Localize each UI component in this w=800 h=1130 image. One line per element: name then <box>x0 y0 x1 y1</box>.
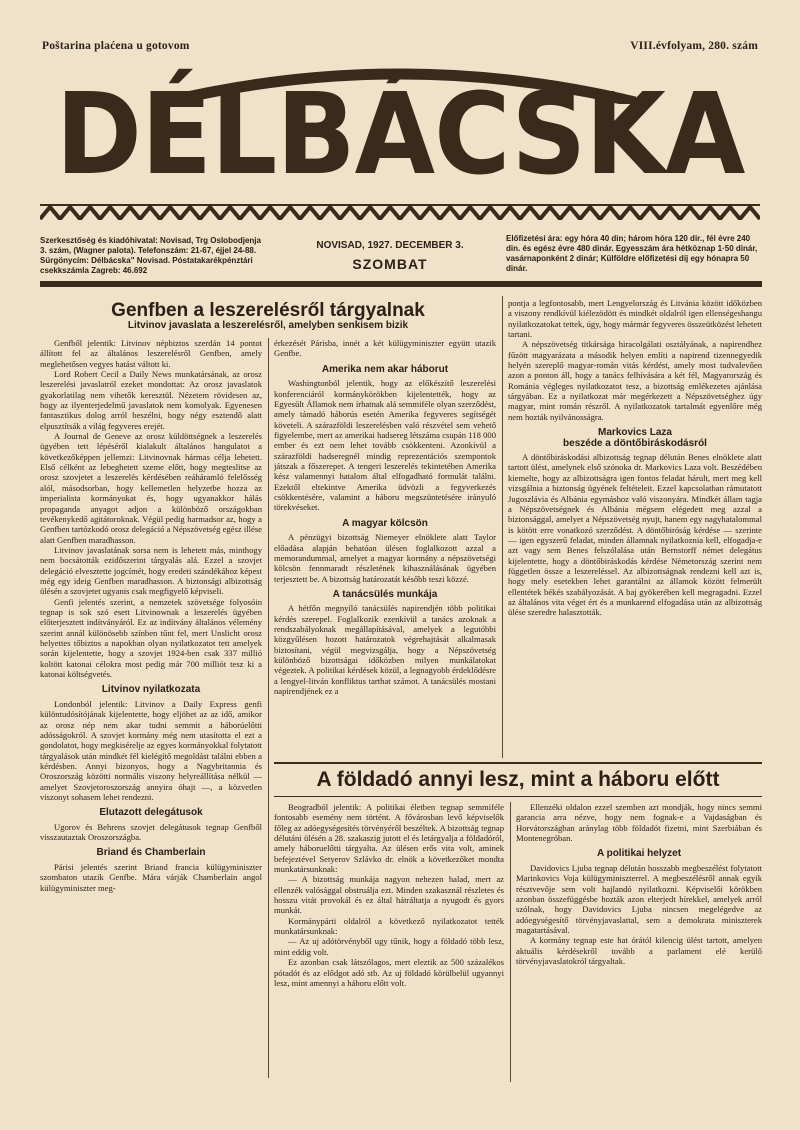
subheading-briand: Briand és Chamberlain <box>96 847 206 859</box>
newspaper-title: DÉLBÁCSKA <box>55 68 745 200</box>
subheading-america: Amerika nem akar háborut <box>321 363 449 375</box>
paragraph: A népszövetség titkársága hiracolgálati osztályának, a napirendhez fűzött magyarázata a második helyen említi a napirend tizennegyedik helyén szereplő magyar-román vitás kérdést, amely most tudvalevően azon a ponton áll, hogy a tanács felhívására a két fél, Magyarország és Románia végleges nyilatkozatot tesz, a bizottság emlékezetes ajánlása tárgyában. Ez a nyilatkozat már megérkezett a Népszövetséghez úgy magyar, mint román részről. A nyilatkozatok tartalmát egyenlőre még nem hozták nyilvánosságra. <box>508 339 762 422</box>
paragraph: Litvinov javaslatának sorsa nem is lehetett más, minthogy nem bocsátották ezidőszerint tárgyalás alá. Ezzel a szovjet delegáció elvesztette jogcímét, hogy eredeti szándékához képest még egy ideig Genfben maradhasson. A biztonsági albizottság ülésén a szovjetet ugyanis csak megfigyelő képviseli. <box>40 544 262 597</box>
article1-subtitle: Litvinov javaslata a leszerelésről, amelyben senkisem bizik <box>127 320 409 331</box>
paragraph: Lord Robert Cecil a Daily News munkatársának, az orosz leszerelési javaslatról ezeket mondottat: Az orosz javaslatok gyakorlatilag nem vihetők keresztül. Nézetem rövidesen az, hogy az ilyenterjedelmű javaslatok nem komolyak. Egyenesen fantasztikus dolog arról beszélni, hogy négy esztendő alatt elpusztítsák a világ fegyveres erejét. <box>40 369 262 431</box>
paragraph: A kormány tegnap este hat órától kilencig ülést tartott, amelyen aktuális kérdésekről tovább a parlament elé kerülő törvényjavaslatokról tárgyaltak. <box>516 935 762 966</box>
masthead <box>40 64 760 234</box>
volume-number: VIII.évfolyam, 280. szám <box>630 40 758 52</box>
subheading-litvinov: Litvinov nyilatkozata <box>101 684 201 696</box>
paragraph: Genfből jelentik: Litvinov népbiztos szerdán 14 pontot állított fel az általános leszerelésről Genfben, amely meglehetősen vegyes hatást váltott ki. <box>40 338 262 369</box>
paragraph: — Az uj adótörvényből ugy tűnik, hogy a földadó több lesz, mint eddig volt. <box>274 936 504 957</box>
paragraph: Genfi jelentés szerint, a nemzetek szövetsége folyosóin tegnap is sok szó esett Litvinownak a leszerelés ügyében előterjesztett indítványáról. Ez az indítvány általános vélemény szerint annál különösebb színben tűnt fel, mert Unslicht orosz helyettes tőbiztos a napokban olyan nyilatkozatot tett amelyek során kijelentette, hogy a szovjet 1924-ben csak 337 millió koltött katonai célokra most pedig már 700 milliót tesz ki a katonai költségvetés. <box>40 596 262 679</box>
paragraph: Ez azonban csak látszólagos, mert eleztik az 500 százalékos pótadót és az elődgot adó stb. Az uj földadó körülbelül ugyannyi lesz, mint amennyi a háboru előtt volt. <box>274 957 504 988</box>
subheading-loan: A magyar kölcsön <box>342 517 428 529</box>
paragraph: A pénzügyi bizottság Niemeyer elnöklete alatt Taylor előadása alapján behatóan ülésen foglalkozott azzal a memorandummal, amelyet a magyar kormány a népszövetségi kölcsön fennmaradt részletének kihasználásának ügyében terjesztett be. A bizottság határozatát később teszi közzé. <box>274 532 496 584</box>
paragraph: Londonból jelentik: Litvinov a Daily Express genfi különtudósítójának kijelentette, hogy eljöhet az az idő, amikor az orosz nép nem akar tudni semmit a háborúelőtti adósságokról. A szovjet kormány még nem utasította el ezt a gondolatot, hogy megkisérelje az egyes kormányokkal folytatott tárgyalások után mindkét fél kielégítő megoldást találni ebben a kérdésben. Annyi bizonyos, hogy a Nagybritannia és Oroszország közötti normális viszony helyreállítása nélkül — amelyet Szovjetoroszország annyira óhajt —, a közvetlen viszonyt sohasem lehet rendezni. <box>40 698 262 802</box>
article1-title: Genfben a leszerelésről tárgyalnak <box>111 300 425 321</box>
issue-date: NOVISAD, 1927. DECEMBER 3. <box>316 240 464 251</box>
paragraph: A Journal de Geneve az orosz küldöttségnek a leszerelés ügyében tett lépéséről kialakult általános hangulatot a következőképpen jellemzi: Litvinovnak hármas célja lehetett. Első célként az lebeghetett szeme előtt, hogy megteslitse az orosz szovjetet a leszerelés kérdésében reáháramló felelősség alól, másodsorban, hogy kellemetlen helyzetbe hozza az imperialista kormányokat és, hogy ugyanakkor hálás propaganda anyagot adjon a különböző országokban tevékenykedő agitátoroknak. Végül pedig harmadsor az, hogy a Genfben tartózkodó orosz delegáció a Népszövetség egész illése alatt Genfben maradhasson. <box>40 431 262 545</box>
paragraph: Washingtonból jelentik, hogy az előkészítő leszerelési konferenciáról kormánykörökben kijelentették, hogy az Egyesült Államok nem írhatnak alá semmiféle olyan szerződést, amely támadó háborús esetén Amerika fegyveres segítségét követeli. A szárazföldi leszerelésben való részvétel sem vehető figyelembe, mert az amerikai hadsereg létszáma csupán 118 000 ember és ezt nem lehet tovább csökkenteni. Azonkívül a szárazföldi hadseregnél mindig reprezentációs szempontok játszak a főszerepet. A tengeri leszerelés tekintetében Amerika kész valamennyi hatalom által elfogadható formulát találni. Ezektől eltekintve Amerika üdvözli a fegyverkezés csökkentésére, valamint a háboru megszüntetésére irányuló törekvéseket. <box>274 378 496 513</box>
article2-right-column <box>516 802 762 1082</box>
article2-rule <box>274 796 762 797</box>
paragraph: Ugorov és Behrens szovjet delegátusok tegnap Genfből visszautaztak Oroszországba. <box>40 821 262 843</box>
paragraph: pontja a legfontosabb, mert Lengyelország és Litvánia között időközben a viszony rendkívül kiélezödött és mindkét oldalról igen ellenségeshangu nyilatkozatokat tettek, úgy, hogy mármár fegyveres összeütközést lehetett tartani. <box>508 298 762 340</box>
paragraph: Kormánypárti oldalról a következő nyilatkozatot tették munkatársunknak: <box>274 915 504 937</box>
subheading-delegates: Elutazott delegátusok <box>99 807 203 819</box>
postage-note: Poštarina plaćena u gotovom <box>42 40 190 52</box>
article2-left-column <box>274 802 504 1082</box>
column-divider <box>502 296 503 758</box>
paragraph: Párisi jelentés szerint Briand francia külügyminiszter szombaton utazik Genfbe. Mára várják Chamberlain angol külügyminiszter meg- <box>40 861 262 893</box>
article2-title: A földadó annyi lesz, mint a háboru előtt <box>316 768 720 791</box>
subheading-markovics: Markovics Laza <box>598 427 672 439</box>
paragraph: — A bizottság munkája nagyon nehezen halad, mert az ellenzék valósággal obstruálja ezt. Minden szakasznál részletes és hosszu vitát provokál és ez által hátráltatja a nyugodt és gyors munkát. <box>274 874 504 916</box>
header-rule <box>40 281 762 287</box>
subheading-markovics-sub: beszéde a döntőbiráskodásról <box>563 437 707 449</box>
issue-day: SZOMBAT <box>352 256 428 272</box>
paragraph: A hétfőn megnyíló tanácsülés napirendjén több politikai kérdés szerepel. Foglalkozik ezenkívül a tanács azoknak a rendszabályoknak megállapításával, amelyek a legutóbbi közgyűlésen hozott határozatok végrehajtását alkalmasak biztosítani, végül megvizsgálja, hogy a Népszövetség különböző bizottságai időközben milyen munkálatokat végeztek. A politikai kérdések közül, a legnagyobb érdeklődésre a lengyel-litván konfliktus tarthat számot. A tanácsülés mostani napirendjének ez a <box>274 603 496 697</box>
column-divider <box>268 338 269 1078</box>
column-divider <box>510 802 511 1082</box>
column-1 <box>40 338 262 1078</box>
paragraph: érkezését Párisba, innét a két külügyminiszter együtt utazik Genfbe. <box>274 338 496 359</box>
masthead-ornament <box>40 204 760 220</box>
paragraph: Beogradból jelentik: A politikai életben tegnap semmiféle fontosabb esemény nem történt. A fővárosban levő képviselők főleg az adóegységesítés törvényéről beszéltek. A bizottság tegnap délutáni ülésén a 28. szakaszig jutott el és letárgyalja a földadóról, amely háboruelőtti tárgyalta. Az ülésen erős vita volt, aminek befejeztével Setyerov Szlávko dr. elnök a következőket mondta munkatársunknak: <box>274 802 504 875</box>
publisher-info: Szerkesztőség és kiadóhivatal: Novisad, Trg Oslobodjenja 3. szám, (Wagner palota). Telefonszám: 21-67, éjjel 24-88. Sürgönycím: Délbácska" Novisad. Póstatakarékpénztári csekkszámla Zagreb: 46.692 <box>40 236 261 275</box>
column-3 <box>508 298 762 758</box>
subheading-council: A tanácsülés munkája <box>332 588 438 600</box>
paragraph: A döntőbiráskodási albizottság tegnap délután Benes elnöklete alatt tartott ülést, amelynek első szónoka dr. Markovics Laza volt. Beszédében kiemelte, hogy az albizottságra igen fontos feladat hárult, mert meg kell vizsgálnia a biztonság ügyének feltételeit. Ezzel kapcsolatban rámutatott Jugoszlávia és Albánia egymáshoz való viszonyára. Mindkét állam tagja a Népszövetségnek és Albánia mégsem elégedett meg azzal a biztonsággal, amelyet a Népszövetség nyujt, hanem egy nagyhatalommal is kötött erre vonatkozó szerződést. A döntőbiróság kérdése — szerinte — igen egyszerű feladat, minden államnak nyilatkoznia kell, elfogadja-e azt vagy sem Benes felszólalása után Bernstorff német delegátus kijelentette, hogy a döntőbiráskodás kérdése Németország szerint nem független össze a leszereléssel. Az albizottságnak rendezni kell azt is, hogy mely esetekben lehet garantálni az államok között felmerült ellentétek békés szabályozását. A baj gyökerében kell megragadni. Ezzel az általános vita véget ért és a munkarend elfogadása után az albizottság ülése szeredre halasztották. <box>508 452 762 618</box>
subheading-politics: A politikai helyzet <box>596 848 682 860</box>
paragraph: Ellenzéki oldalon ezzel szemben azt mondják, hogy nincs semmi garancia arra nézve, hogy nem fognak-e a Vajdaságban és Horvátországban aránylag több földadót fizetni, mint Szerbiában és Montenegróban. <box>516 802 762 844</box>
subscription-info: Előfizetési ára: egy hóra 40 din; három hóra 120 dir., fél évre 240 din. és egész évre 480 dinár. Egyesszám ára hétköznap 1·50 dinár, vasárnaponként 2 dinár; Külföldre előfizetési díj egy hónapra 50 dinár. <box>506 234 758 273</box>
paragraph: Davidovics Ljuba tegnap délután hosszabb megbeszélést folytatott Marinkovics Voja külügyminiszterrel. A megbeszélésről annak egyik résztvevője sem volt hajlandó nyilatkozni. Képviselői körökben azonban összefüggésbe hozták azon elterjedt hírekkel, amelyek arról szólnak, hogy Davidovics Ljuba nincsen megelégedve az adóegységesítő törvényjavaslattal, sem a demokrata miniszterek magatartásával. <box>516 862 762 935</box>
article2-rule <box>274 762 762 764</box>
column-2 <box>274 338 496 758</box>
